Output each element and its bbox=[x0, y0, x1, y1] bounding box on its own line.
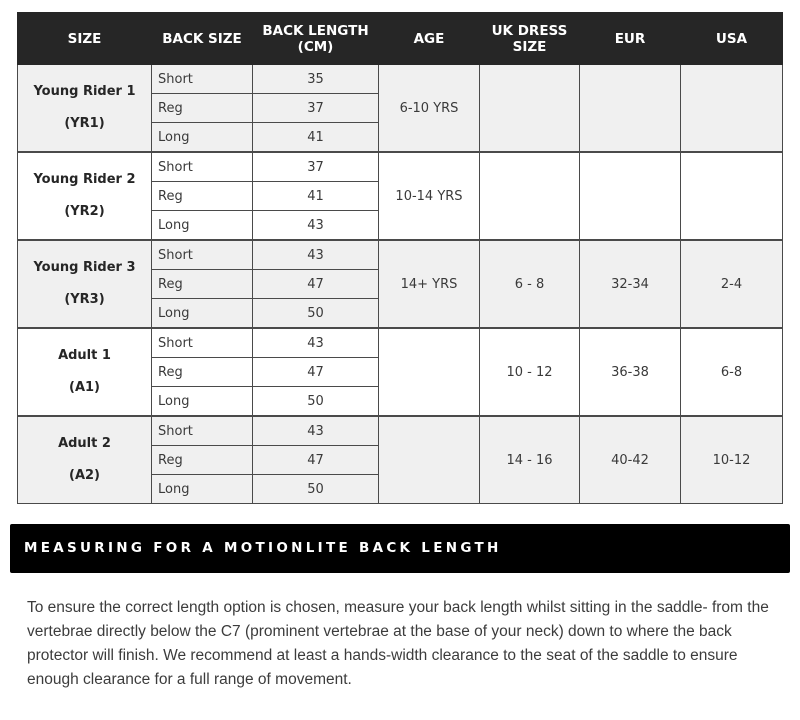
eur-size-cell bbox=[580, 152, 681, 240]
age-cell: 14+ YRS bbox=[379, 240, 480, 328]
header-back-length bbox=[253, 13, 379, 65]
back-length-cell: 50 bbox=[253, 475, 379, 504]
back-length-cell: 43 bbox=[253, 240, 379, 270]
back-size-cell: Reg bbox=[152, 94, 253, 123]
back-size-cell: Long bbox=[152, 475, 253, 504]
size-label-cell bbox=[18, 416, 152, 504]
back-size-cell: Reg bbox=[152, 270, 253, 299]
eur-size-cell bbox=[580, 65, 681, 153]
size-group-a1 bbox=[18, 328, 783, 416]
uk-dress-size-cell: 6 - 8 bbox=[480, 240, 580, 328]
header-uk-dress-size bbox=[480, 13, 580, 65]
back-size-cell: Reg bbox=[152, 358, 253, 387]
eur-size-cell: 40-42 bbox=[580, 416, 681, 504]
usa-size-cell bbox=[681, 152, 783, 240]
back-length-cell: 43 bbox=[253, 328, 379, 358]
back-size-cell: Short bbox=[152, 416, 253, 446]
section-title: MEASURING FOR A MOTIONLITE BACK LENGTH bbox=[24, 540, 502, 556]
back-size-cell: Short bbox=[152, 240, 253, 270]
header-back-length-line1: BACK LENGTH bbox=[262, 22, 369, 39]
back-length-cell: 41 bbox=[253, 182, 379, 211]
back-length-cell: 43 bbox=[253, 211, 379, 241]
usa-size-cell: 2-4 bbox=[681, 240, 783, 328]
size-label-cell bbox=[18, 328, 152, 416]
back-length-cell: 47 bbox=[253, 446, 379, 475]
back-size-cell: Long bbox=[152, 123, 253, 153]
table-row bbox=[18, 152, 783, 182]
size-label-cell bbox=[18, 152, 152, 240]
back-length-cell: 50 bbox=[253, 387, 379, 417]
uk-dress-size-cell bbox=[480, 65, 580, 153]
usa-size-cell: 6-8 bbox=[681, 328, 783, 416]
header-back-length-line2: (CM) bbox=[297, 38, 334, 55]
header-back-size: BACK SIZE bbox=[152, 13, 253, 65]
size-code: (A1) bbox=[69, 380, 100, 395]
usa-size-cell bbox=[681, 65, 783, 153]
back-length-cell: 47 bbox=[253, 270, 379, 299]
size-code: (A2) bbox=[69, 468, 100, 483]
back-size-cell: Long bbox=[152, 387, 253, 417]
uk-dress-size-cell: 14 - 16 bbox=[480, 416, 580, 504]
back-length-cell: 37 bbox=[253, 94, 379, 123]
table-row bbox=[18, 65, 783, 94]
back-length-cell: 41 bbox=[253, 123, 379, 153]
back-size-cell: Short bbox=[152, 65, 253, 94]
size-group-a2 bbox=[18, 416, 783, 504]
size-name: Young Rider 1 bbox=[33, 84, 136, 99]
size-code: (YR2) bbox=[64, 204, 105, 219]
table-header-row bbox=[18, 13, 783, 65]
size-code: (YR3) bbox=[64, 292, 105, 307]
uk-dress-size-cell: 10 - 12 bbox=[480, 328, 580, 416]
size-group-yr2 bbox=[18, 152, 783, 240]
eur-size-cell: 36-38 bbox=[580, 328, 681, 416]
table-row bbox=[18, 328, 783, 358]
header-uk-dress-line1: UK DRESS bbox=[491, 22, 568, 39]
section-banner bbox=[10, 524, 790, 573]
size-label-cell bbox=[18, 65, 152, 153]
age-cell bbox=[379, 416, 480, 504]
measuring-instructions: To ensure the correct length option is chosen, measure your back length whilst sitting in the saddle- from the vertebrae directly below the C7 (prominent vertebrae at the base of your neck) down to where the back protector will finish. We recommend at least a hands-width clearance to the seat of the saddle to ensure enough clearance for a full range of movement. bbox=[27, 599, 769, 688]
size-group-yr3 bbox=[18, 240, 783, 328]
size-name: Adult 2 bbox=[58, 436, 111, 451]
size-name: Young Rider 3 bbox=[33, 260, 136, 275]
table-row bbox=[18, 416, 783, 446]
size-chart-table bbox=[17, 12, 783, 504]
usa-size-cell: 10-12 bbox=[681, 416, 783, 504]
header-usa: USA bbox=[681, 13, 783, 65]
back-length-cell: 47 bbox=[253, 358, 379, 387]
back-size-cell: Long bbox=[152, 211, 253, 241]
back-length-cell: 43 bbox=[253, 416, 379, 446]
back-length-cell: 37 bbox=[253, 152, 379, 182]
size-name: Young Rider 2 bbox=[33, 172, 136, 187]
table-row bbox=[18, 240, 783, 270]
header-eur: EUR bbox=[580, 13, 681, 65]
header-uk-dress-line2: SIZE bbox=[512, 38, 547, 55]
size-group-yr1 bbox=[18, 65, 783, 153]
eur-size-cell: 32-34 bbox=[580, 240, 681, 328]
header-size: SIZE bbox=[18, 13, 152, 65]
size-label-cell bbox=[18, 240, 152, 328]
uk-dress-size-cell bbox=[480, 152, 580, 240]
back-length-cell: 50 bbox=[253, 299, 379, 329]
header-age: AGE bbox=[379, 13, 480, 65]
size-name: Adult 1 bbox=[58, 348, 111, 363]
age-cell: 6-10 YRS bbox=[379, 65, 480, 153]
back-size-cell: Long bbox=[152, 299, 253, 329]
back-length-cell: 35 bbox=[253, 65, 379, 94]
back-size-cell: Reg bbox=[152, 446, 253, 475]
size-code: (YR1) bbox=[64, 116, 105, 131]
back-size-cell: Short bbox=[152, 328, 253, 358]
back-size-cell: Reg bbox=[152, 182, 253, 211]
age-cell: 10-14 YRS bbox=[379, 152, 480, 240]
back-size-cell: Short bbox=[152, 152, 253, 182]
age-cell bbox=[379, 328, 480, 416]
